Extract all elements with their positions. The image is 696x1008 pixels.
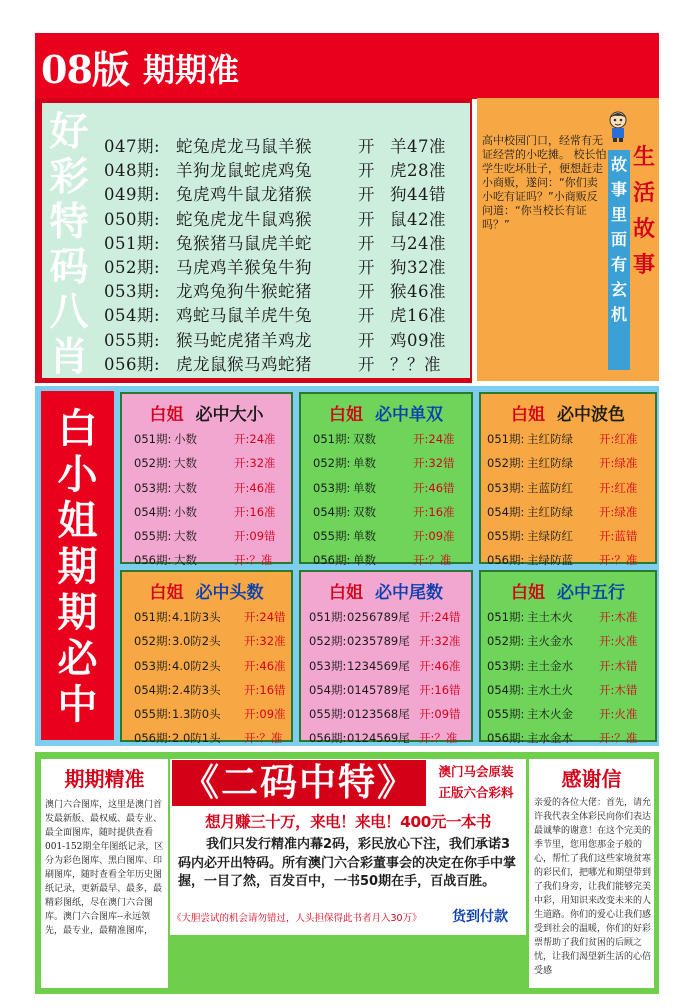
zodiac-list xyxy=(104,133,464,375)
zodiac-row xyxy=(104,351,464,375)
row-prediction: 1234569尾 xyxy=(347,658,410,673)
row-period: 054期: xyxy=(313,504,351,519)
vertical-char: 事 xyxy=(633,253,656,278)
prediction-row xyxy=(122,609,291,633)
row-period: 052期: xyxy=(487,456,525,471)
row-period: 052期: xyxy=(309,634,347,649)
box-wave-color xyxy=(479,392,657,568)
vertical-char: 期 xyxy=(57,589,98,636)
zodiac-animals: 猴马蛇虎猪羊鸡龙 xyxy=(176,330,312,350)
prediction-row xyxy=(122,658,291,682)
zodiac-row xyxy=(104,327,464,351)
vertical-char: 好 xyxy=(49,109,89,155)
prediction-row xyxy=(301,480,471,504)
row-prediction: 主土木火 xyxy=(527,610,573,624)
row-period: 053期: xyxy=(134,658,172,673)
box-title-main: 白姐 xyxy=(329,405,363,425)
zodiac-open: 开 xyxy=(358,257,375,277)
prediction-row xyxy=(481,528,655,552)
prediction-row xyxy=(481,682,655,706)
row-period: 053期: xyxy=(309,658,347,673)
prediction-row xyxy=(122,455,291,479)
page-title: 期期准 xyxy=(143,51,240,89)
zodiac-open: 开 xyxy=(358,233,375,253)
row-period: 051期: xyxy=(487,610,525,624)
row-outcome: 开:24准 xyxy=(413,432,455,446)
vertical-char: 面 xyxy=(610,230,627,249)
row-prediction: 单数 xyxy=(353,480,376,495)
row-period: 055期: xyxy=(313,529,351,544)
prediction-row xyxy=(481,609,655,633)
row-prediction: 双数 xyxy=(353,504,376,519)
row-prediction: 0145789尾 xyxy=(347,682,410,697)
row-period: 055期: xyxy=(309,707,347,722)
row-period: 051期: xyxy=(134,432,172,446)
prediction-row xyxy=(301,455,471,479)
zodiac-period: 048期: xyxy=(104,161,161,181)
row-prediction: 1.3防0头 xyxy=(172,707,221,722)
zodiac-row xyxy=(104,133,464,157)
row-period: 056期: xyxy=(313,553,351,568)
zodiac-period: 055期: xyxy=(104,330,161,350)
prediction-vertical-title xyxy=(41,406,114,728)
row-outcome: 开:09错 xyxy=(419,707,461,722)
box-title xyxy=(301,578,471,603)
zodiac-result: 鸡09准 xyxy=(390,330,446,350)
box-title-sub: 必中五行 xyxy=(557,583,625,603)
left-ad-title: 期期精准 xyxy=(64,767,145,791)
story-subtitle xyxy=(608,150,630,370)
cash-on-delivery-label: 货到付款 xyxy=(452,909,508,925)
row-prediction: 主蓝防红 xyxy=(527,480,573,495)
row-period: 056期: xyxy=(134,553,172,568)
prediction-row xyxy=(481,504,655,528)
row-period: 056期: xyxy=(134,731,172,746)
row-period: 054期: xyxy=(309,682,347,697)
box-title-main: 白姐 xyxy=(329,583,363,603)
prediction-row xyxy=(122,682,291,706)
page-header xyxy=(35,33,659,99)
row-outcome: 开:32准 xyxy=(244,634,286,649)
box-title xyxy=(481,400,655,425)
zodiac-open: 开 xyxy=(358,306,375,326)
prediction-row xyxy=(122,528,291,552)
row-prediction: 大数 xyxy=(174,480,197,495)
row-period: 053期: xyxy=(487,658,525,673)
zodiac-period: 050期: xyxy=(104,209,161,229)
row-outcome: 开:木错 xyxy=(599,682,638,697)
thank-you-text: 亲爱的各位大佬：首先，请允许我代表全体彩民向你们表达最诚挚的谢意！在这个完美的季节里，您用您那金子般的心，帮忙了我们这些家境贫寒的彩民们，把哪光和期望带到了我们身旁，让我们能够完美中彩，用知识来改变未来的人生道路。你们的爱心让我们感受到社会的温暖，你们的好彩票帮助了我们贫困的后顾之忧，让我们渴望新生活的心倍受感 xyxy=(534,798,652,976)
row-prediction: 2.4防3头 xyxy=(172,682,221,697)
row-prediction: 主水土火 xyxy=(527,682,573,697)
row-prediction: 0124569尾 xyxy=(347,731,410,746)
box-title xyxy=(122,400,291,425)
row-period: 052期: xyxy=(487,634,525,649)
zodiac-open: 开 xyxy=(358,161,375,181)
zodiac-row xyxy=(104,278,464,302)
row-outcome: 开:？准 xyxy=(599,553,638,568)
row-prediction: 0235789尾 xyxy=(347,634,410,649)
zodiac-open: 开 xyxy=(358,137,375,156)
vertical-char: 故 xyxy=(610,155,627,174)
row-outcome: 开:蓝错 xyxy=(599,529,638,544)
zodiac-result: 狗44错 xyxy=(390,185,446,205)
row-prediction: 主红防绿 xyxy=(527,504,573,519)
zodiac-row xyxy=(104,302,464,326)
row-period: 055期: xyxy=(487,529,525,544)
row-outcome: 开:46准 xyxy=(419,658,461,673)
vertical-char: 彩 xyxy=(49,154,89,200)
row-prediction: 小数 xyxy=(174,432,197,446)
vertical-char: 姐 xyxy=(57,497,98,544)
zodiac-result: 鼠42准 xyxy=(390,209,446,229)
zodiac-open: 开 xyxy=(358,209,375,229)
prediction-row xyxy=(122,706,291,730)
zodiac-open: 开 xyxy=(358,282,375,302)
row-prediction: 小数 xyxy=(174,504,197,519)
promo-body: 我们只发行精准内幕2码，彩民放心下注，我们承诺3码内必开出特码。所有澳门六合彩董事会的决定在你手中掌握，一目了然，百发百中，一书50期在手，百战百胜。 xyxy=(178,837,517,889)
box-head-number xyxy=(120,570,293,746)
prediction-row xyxy=(481,633,655,657)
box-title xyxy=(122,578,291,603)
zodiac-animals: 羊狗龙鼠蛇虎鸡兔 xyxy=(176,161,312,181)
box-five-elements xyxy=(479,570,657,746)
zodiac-animals: 虎龙鼠猴马鸡蛇猪 xyxy=(176,354,312,374)
story-text: 高中校园门口，经常有无证经营的小吃摊。 校长怕学生吃坏肚子，便想赶走小商贩，遂问：“你们卖小吃有证吗？”小商贩反问道：“你当校长有证吗？” xyxy=(482,134,607,231)
row-outcome: 开:16错 xyxy=(419,682,461,697)
row-prediction: 大数 xyxy=(174,553,197,568)
row-outcome: 开:木错 xyxy=(599,658,638,673)
row-prediction: 双数 xyxy=(353,432,376,446)
row-outcome: 开:绿准 xyxy=(599,504,638,519)
row-period: 055期: xyxy=(134,529,172,544)
row-outcome: 开:24准 xyxy=(234,432,276,446)
cartoon-kid-icon xyxy=(604,110,632,142)
prediction-row xyxy=(301,431,471,455)
row-outcome: 开:火准 xyxy=(599,634,638,649)
promo-side-text xyxy=(428,761,524,803)
vertical-char: 事 xyxy=(610,180,627,199)
zodiac-result: ？？准 xyxy=(390,354,441,374)
row-prediction: 主水金木 xyxy=(527,731,573,746)
vertical-char: 八 xyxy=(49,289,89,335)
box-title-sub: 必中单双 xyxy=(375,405,443,425)
prediction-row xyxy=(301,528,471,552)
row-prediction: 单数 xyxy=(353,456,376,471)
vertical-char: 白 xyxy=(57,405,98,452)
row-period: 054期: xyxy=(487,682,525,697)
row-prediction: 2.0防1头 xyxy=(172,731,221,746)
vertical-char: 中 xyxy=(57,681,98,728)
row-period: 052期: xyxy=(134,634,172,649)
row-outcome: 开:32准 xyxy=(234,456,276,471)
row-period: 054期: xyxy=(134,682,172,697)
row-outcome: 开:？准 xyxy=(419,731,458,746)
row-outcome: 开:16错 xyxy=(244,682,286,697)
row-prediction: 单数 xyxy=(353,529,376,544)
zodiac-result: 虎28准 xyxy=(390,161,446,181)
box-title-sub: 必中波色 xyxy=(557,405,625,425)
row-outcome: 开:32错 xyxy=(413,456,455,471)
vertical-char: 码 xyxy=(49,244,89,290)
zodiac-row xyxy=(104,181,464,205)
prediction-row xyxy=(301,609,471,633)
special-vertical-title xyxy=(42,109,96,380)
row-outcome: 开:绿准 xyxy=(599,456,638,471)
row-outcome: 开:木准 xyxy=(599,610,638,624)
row-outcome: 开:火准 xyxy=(599,707,638,722)
row-outcome: 开:16准 xyxy=(234,504,276,519)
row-period: 054期: xyxy=(134,504,172,519)
prediction-row xyxy=(301,682,471,706)
row-outcome: 开:24错 xyxy=(419,610,461,624)
row-period: 053期: xyxy=(134,480,172,495)
row-prediction: 主木火金 xyxy=(527,707,573,722)
row-prediction: 大数 xyxy=(174,456,197,471)
vertical-char: 特 xyxy=(49,199,89,245)
row-prediction: 3.0防2头 xyxy=(172,634,221,649)
box-title-sub: 必中头数 xyxy=(195,583,264,603)
prediction-row xyxy=(122,480,291,504)
vertical-char: 玄 xyxy=(610,280,627,299)
row-outcome: 开:16准 xyxy=(413,504,455,519)
zodiac-period: 056期: xyxy=(104,354,161,374)
vertical-char: 期 xyxy=(57,543,98,590)
zodiac-open: 开 xyxy=(358,354,375,374)
zodiac-open: 开 xyxy=(358,330,375,350)
zodiac-row xyxy=(104,157,464,181)
prediction-row xyxy=(122,633,291,657)
box-rows xyxy=(301,609,471,755)
row-outcome: 开:？准 xyxy=(599,731,638,746)
box-title-main: 白姐 xyxy=(511,583,545,603)
row-outcome: 开:红准 xyxy=(599,480,638,495)
promo-side-line: 澳门马会原装 xyxy=(438,764,514,779)
row-period: 053期: xyxy=(313,480,351,495)
vertical-char: 必 xyxy=(57,635,98,682)
row-period: 051期: xyxy=(134,610,172,624)
prediction-row xyxy=(301,504,471,528)
row-period: 051期: xyxy=(309,610,347,624)
prediction-row xyxy=(301,633,471,657)
row-outcome: 开:？准 xyxy=(413,553,452,568)
vertical-char: 有 xyxy=(610,255,627,274)
row-prediction: 单数 xyxy=(353,553,376,568)
zodiac-animals: 兔猴猪马鼠虎羊蛇 xyxy=(176,233,312,253)
row-outcome: 开:？准 xyxy=(234,553,273,568)
prediction-row xyxy=(481,706,655,730)
zodiac-animals: 鸡蛇马鼠羊虎牛兔 xyxy=(176,306,312,326)
row-period: 051期: xyxy=(313,432,351,446)
zodiac-animals: 兔虎鸡牛鼠龙猪猴 xyxy=(176,185,312,205)
zodiac-animals: 马虎鸡羊猴兔牛狗 xyxy=(176,257,312,277)
vertical-char: 里 xyxy=(610,205,627,224)
zodiac-period: 052期: xyxy=(104,257,161,277)
row-prediction: 主绿防蓝 xyxy=(527,553,573,568)
zodiac-result: 羊47准 xyxy=(390,137,446,156)
prediction-row xyxy=(481,431,655,455)
zodiac-period: 054期: xyxy=(104,306,161,326)
box-title-main: 白姐 xyxy=(149,583,184,603)
zodiac-period: 047期: xyxy=(104,137,161,156)
row-prediction: 0256789尾 xyxy=(347,610,410,624)
box-title-main: 白姐 xyxy=(149,405,184,425)
prediction-row xyxy=(122,504,291,528)
row-outcome: 开:09准 xyxy=(413,529,455,544)
box-title-sub: 必中尾数 xyxy=(375,583,443,603)
promo-note: 《大胆尝试的机会请勿错过，人头担保得此书者月入30万》 xyxy=(172,913,422,924)
box-title xyxy=(481,578,655,603)
row-prediction: 大数 xyxy=(174,529,197,544)
row-outcome: 开:？准 xyxy=(244,731,283,746)
vertical-char: 肖 xyxy=(49,334,89,380)
row-prediction: 主火金水 xyxy=(527,634,573,649)
zodiac-open: 开 xyxy=(358,185,375,205)
row-outcome: 开:24错 xyxy=(244,610,286,624)
row-period: 054期: xyxy=(487,504,525,519)
box-big-small xyxy=(120,392,293,568)
row-period: 056期: xyxy=(487,553,525,568)
prediction-row xyxy=(481,480,655,504)
row-period: 051期: xyxy=(487,432,525,446)
box-tail-number xyxy=(299,570,473,746)
box-rows xyxy=(481,609,655,755)
zodiac-period: 053期: xyxy=(104,282,161,302)
prediction-row xyxy=(481,658,655,682)
row-period: 053期: xyxy=(487,480,525,495)
zodiac-result: 猴46准 xyxy=(390,282,446,302)
row-outcome: 开:46错 xyxy=(413,480,455,495)
zodiac-result: 狗32准 xyxy=(390,257,446,277)
zodiac-result: 虎16准 xyxy=(390,306,446,326)
box-rows xyxy=(122,431,291,577)
row-outcome: 开:红准 xyxy=(599,432,638,446)
zodiac-result: 马24准 xyxy=(390,233,446,253)
row-prediction: 主绿防红 xyxy=(527,529,573,544)
row-prediction: 主土金水 xyxy=(527,658,573,673)
row-outcome: 开:09准 xyxy=(244,707,286,722)
zodiac-period: 049期: xyxy=(104,185,161,205)
thank-you-title: 感谢信 xyxy=(561,767,622,791)
box-rows xyxy=(481,431,655,577)
vertical-char: 小 xyxy=(57,451,98,498)
zodiac-row xyxy=(104,254,464,278)
promo-bottom-strip xyxy=(170,935,526,988)
prediction-row xyxy=(122,431,291,455)
row-period: 052期: xyxy=(313,456,351,471)
row-prediction: 主红防绿 xyxy=(527,432,573,446)
row-prediction: 主红防绿 xyxy=(527,456,573,471)
vertical-char: 故 xyxy=(633,217,656,242)
zodiac-animals: 蛇兔虎龙马鼠羊猴 xyxy=(176,137,312,156)
box-rows xyxy=(122,609,291,755)
row-outcome: 开:32准 xyxy=(419,634,461,649)
vertical-char: 生 xyxy=(633,145,656,170)
box-title-sub: 必中大小 xyxy=(195,405,264,425)
prediction-row xyxy=(301,706,471,730)
story-title xyxy=(633,140,656,284)
row-prediction: 4.1防3头 xyxy=(172,610,221,624)
zodiac-period: 051期: xyxy=(104,233,161,253)
promo-side-line: 正版六合彩料 xyxy=(438,785,514,800)
left-ad-text: 澳门六合图库，这里是澳门首发最新版、最权威、最专业、最全面图库，随时提供查看001-152期全年图纸记录，区分为彩色图库、黑白图库、印刷图库，随时查看全年历史图纸记录，更新最早、最多，最精彩图纸，尽在澳门六合图库。澳门六合图库--永远领先，最专业，最精准图库， xyxy=(45,800,164,936)
promo-slogan: 想月赚三十万，来电！来电！400元一本书 xyxy=(205,813,491,831)
promo-banner: 《二码中特》 xyxy=(172,760,426,806)
row-prediction: 0123568尾 xyxy=(347,707,410,722)
zodiac-row xyxy=(104,206,464,230)
prediction-row xyxy=(481,455,655,479)
prediction-row xyxy=(301,658,471,682)
box-title-main: 白姐 xyxy=(511,405,545,425)
row-outcome: 开:46准 xyxy=(234,480,276,495)
box-title xyxy=(301,400,471,425)
vertical-char: 机 xyxy=(610,305,627,324)
issue-number: 08版 xyxy=(41,47,129,92)
row-period: 055期: xyxy=(134,707,172,722)
row-outcome: 开:09错 xyxy=(234,529,276,544)
row-period: 052期: xyxy=(134,456,172,471)
zodiac-animals: 蛇兔虎龙牛鼠鸡猴 xyxy=(176,209,312,229)
row-prediction: 4.0防2头 xyxy=(172,658,221,673)
zodiac-animals: 龙鸡兔狗牛猴蛇猪 xyxy=(176,282,312,302)
box-odd-even xyxy=(299,392,473,568)
row-period: 055期: xyxy=(487,707,525,722)
vertical-char: 活 xyxy=(633,181,656,206)
row-period: 056期: xyxy=(487,731,525,746)
zodiac-row xyxy=(104,230,464,254)
row-outcome: 开:46准 xyxy=(244,658,286,673)
box-rows xyxy=(301,431,471,577)
row-period: 056期: xyxy=(309,731,347,746)
